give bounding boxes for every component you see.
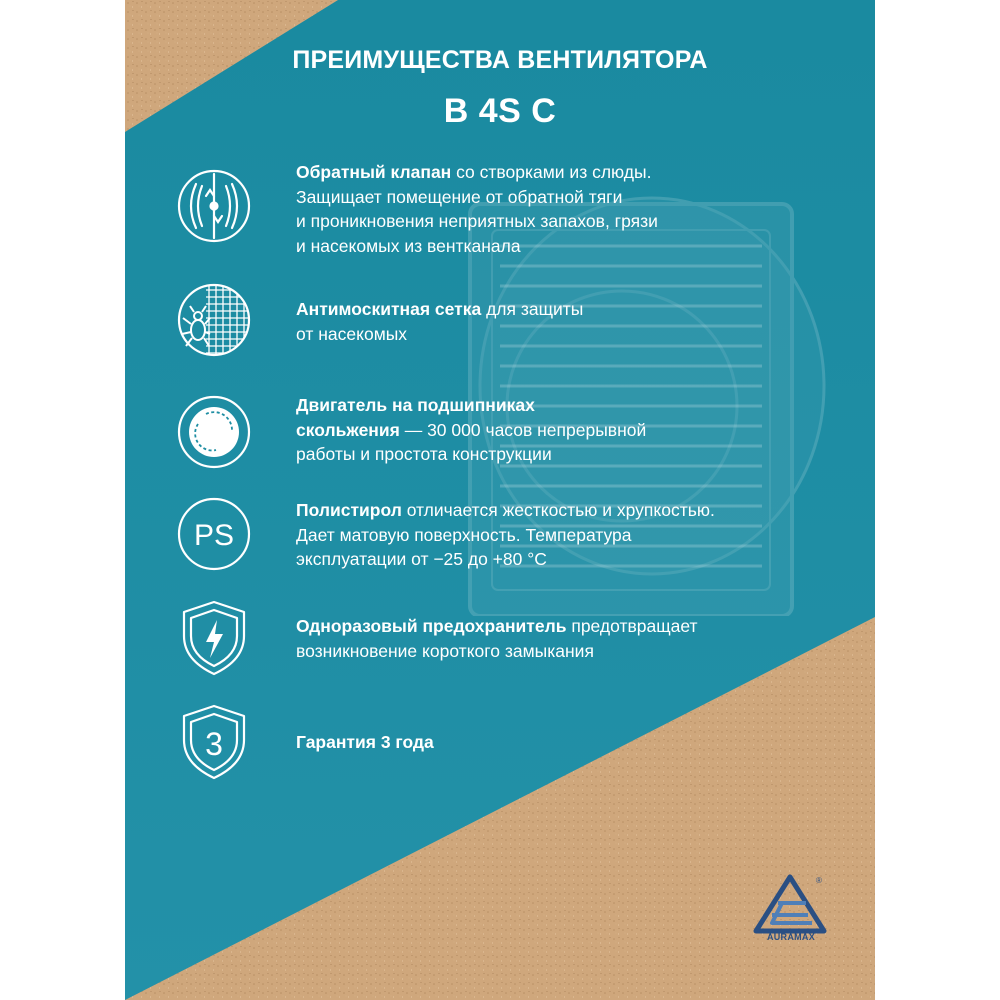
feature-text: со створками из слюды. (451, 162, 652, 182)
feature-text: отличается жесткостью и хрупкостью. (401, 500, 715, 520)
feature-text: предотвращает (566, 616, 698, 636)
feature-polystyrene (296, 498, 766, 572)
warranty-years: 3 (205, 726, 223, 762)
feature-title: Двигатель на подшипниках (296, 395, 535, 415)
feature-check-valve (296, 160, 766, 258)
feature-mosquito-net (296, 297, 766, 346)
ps-material-icon (176, 494, 252, 574)
feature-text: Защищает помещение от обратной тяги (296, 186, 623, 207)
registered-mark: ® (816, 876, 822, 885)
feature-bearing-motor (296, 393, 766, 467)
model-name: В 4S С (443, 92, 557, 130)
check-valve-icon (176, 166, 252, 246)
feature-title: Антимоскитная сетка (296, 299, 482, 319)
mosquito-net-icon (176, 280, 252, 360)
feature-text: Дает матовую поверхность. Температура (296, 524, 632, 545)
feature-text: — 30 000 часов непрерывной (399, 419, 647, 440)
feature-text: и проникновения неприятных запахов, грязи (296, 211, 658, 231)
warranty-shield-icon (176, 702, 252, 782)
fuse-shield-icon (176, 598, 252, 678)
feature-fuse (296, 614, 766, 663)
feature-title: Полистирол (296, 500, 402, 520)
feature-text: и насекомых из вентканала (296, 235, 521, 256)
page-title: ПРЕИМУЩЕСТВА ВЕНТИЛЯТОРА (292, 46, 708, 74)
feature-text: от насекомых (296, 323, 408, 344)
ps-label: PS (193, 519, 235, 552)
feature-title: Гарантия 3 года (296, 732, 434, 752)
brand-name: AURAMAX (766, 932, 816, 942)
feature-title: скольжения (296, 419, 400, 440)
bearing-icon (176, 392, 252, 472)
feature-title: Одноразовый предохранитель (296, 616, 567, 636)
feature-warranty (296, 730, 766, 755)
feature-text: для защиты (481, 299, 584, 319)
feature-title: Обратный клапан (296, 162, 452, 182)
feature-text: эксплуатации от −25 до +80 °C (296, 549, 547, 569)
feature-text: работы и простота конструкции (296, 444, 552, 464)
feature-text: возникновение короткого замыкания (296, 640, 594, 661)
